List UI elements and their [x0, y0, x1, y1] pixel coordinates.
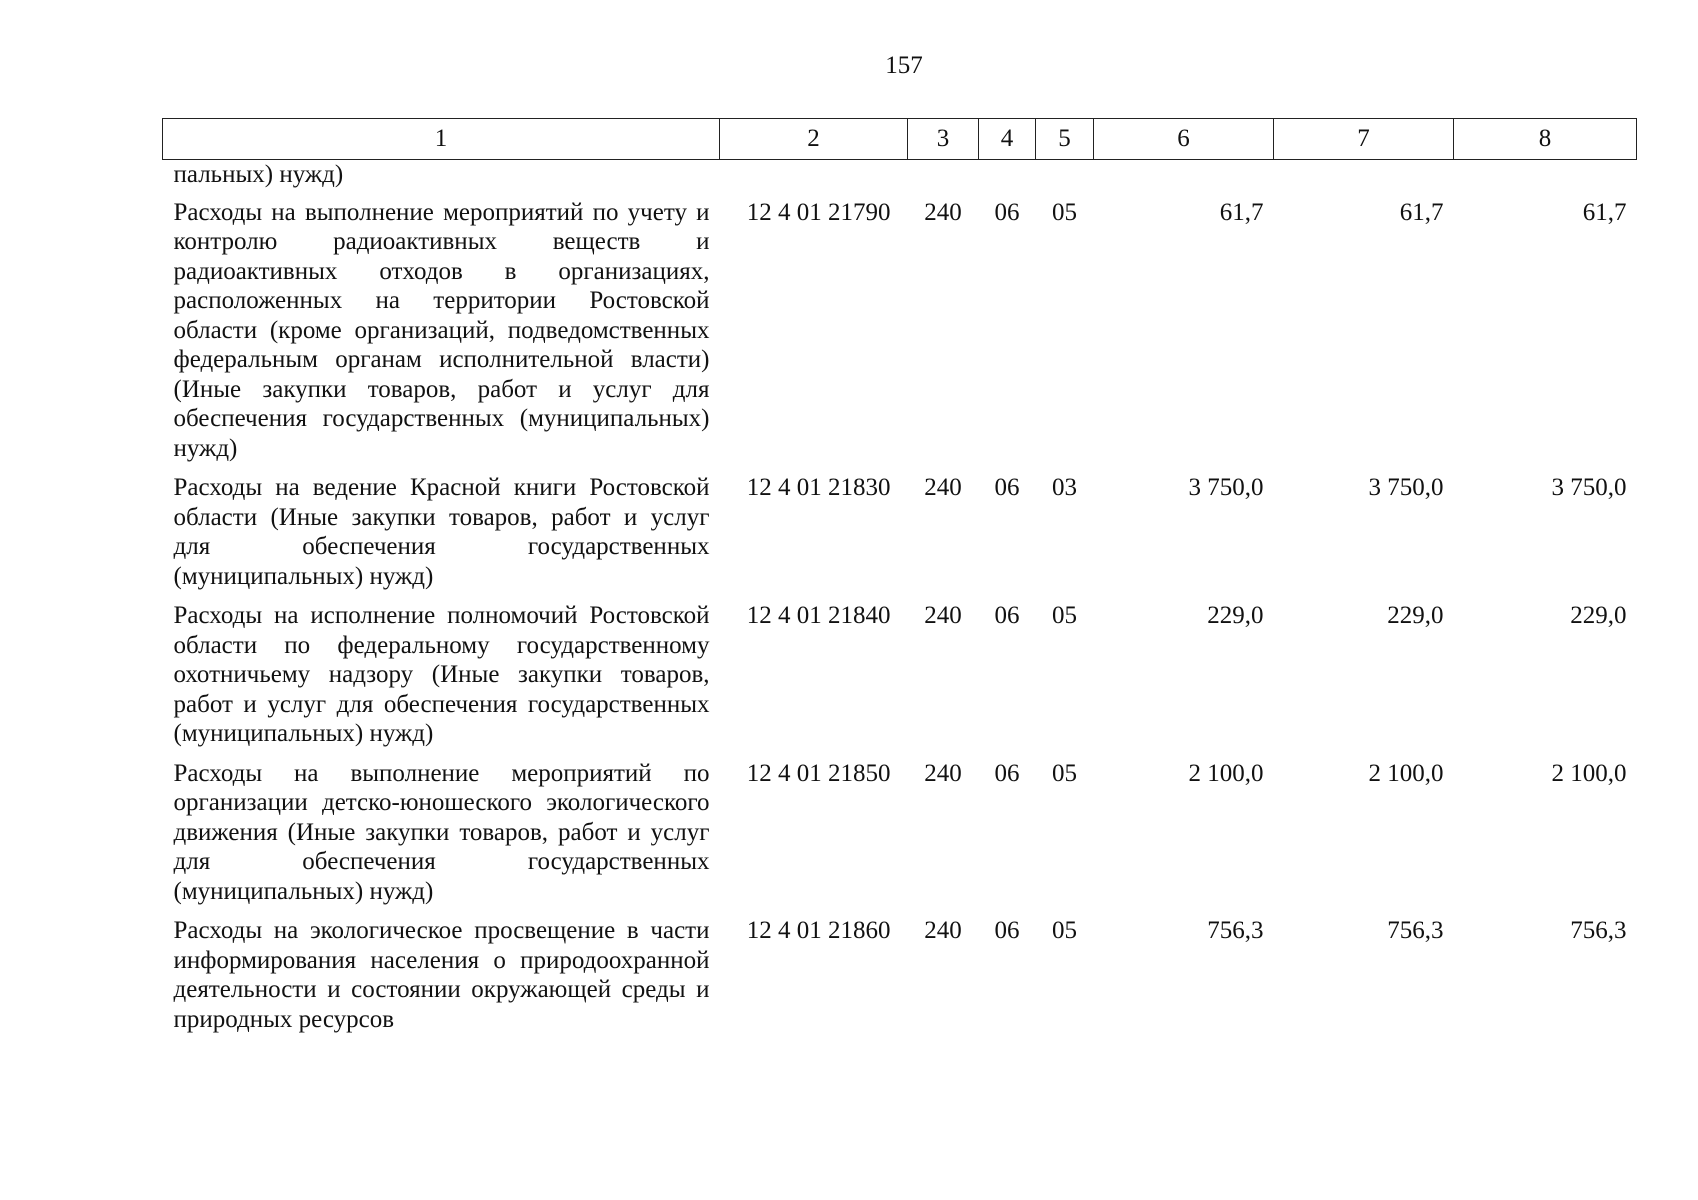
- row-value-col6: 3 750,0: [1188, 474, 1264, 501]
- row-expense-type: 240: [924, 759, 962, 787]
- row-value-col7: 61,7: [1399, 198, 1444, 226]
- row-description: Расходы на выполнение мероприятий по учету и контролю радиоактивных веществ и радиоактивных отходов в организациях, расположенных на территории Ростовской области (кроме организаций, подведомственных федеральным органам исполнительной власти) (Иные закупки товаров, работ и услуг для обеспечения государственных (муниципальных) нужд): [173, 198, 710, 462]
- budget-table: [162, 118, 1637, 1044]
- row-target-code: 12 4 01 21830: [746, 474, 891, 501]
- table-row: [163, 473, 1637, 601]
- table-row: [163, 198, 1637, 474]
- row-value-col7: 756,3: [1387, 917, 1444, 944]
- row-value-col6: 61,7: [1219, 198, 1264, 226]
- row-description: Расходы на исполнение полномочий Ростовской области по федеральному государственному охотничьему надзору (Иные закупки товаров, работ и услуг для обеспечения государственных (муниципальных) нужд): [173, 602, 710, 747]
- row-section: 06: [994, 602, 1020, 629]
- row-subsection: 05: [1052, 602, 1077, 629]
- page-number: 157: [885, 52, 923, 79]
- row-value-col6: 229,0: [1207, 602, 1264, 629]
- header-col-6: 6: [1094, 119, 1274, 160]
- continuation-text: пальных) нужд): [173, 161, 344, 188]
- row-value-col6: 756,3: [1207, 917, 1264, 944]
- row-expense-type: 240: [924, 198, 962, 226]
- row-target-code: 12 4 01 21840: [746, 602, 891, 629]
- row-subsection: 05: [1052, 917, 1077, 944]
- row-subsection: 05: [1052, 759, 1077, 787]
- row-value-col7: 3 750,0: [1368, 474, 1444, 501]
- header-col-3: 3: [908, 119, 979, 160]
- continuation-row: [163, 160, 1637, 198]
- row-expense-type: 240: [924, 602, 962, 629]
- row-subsection: 03: [1052, 474, 1077, 501]
- row-target-code: 12 4 01 21850: [746, 759, 891, 787]
- row-section: 06: [994, 474, 1020, 501]
- row-value-col8: 2 100,0: [1551, 759, 1627, 787]
- row-expense-type: 240: [924, 474, 962, 501]
- row-value-col7: 229,0: [1387, 602, 1444, 629]
- row-description: Расходы на ведение Красной книги Ростовской области (Иные закупки товаров, работ и услуг для обеспечения государственных (муниципальных) нужд): [173, 474, 710, 590]
- row-target-code: 12 4 01 21860: [746, 917, 891, 944]
- header-col-5: 5: [1036, 119, 1094, 160]
- row-expense-type: 240: [924, 917, 962, 944]
- table-row: [163, 759, 1637, 917]
- row-description: Расходы на экологическое просвещение в части информирования населения о природоохранной деятельности и состоянии окружающей среды и природных ресурсов: [173, 917, 710, 1033]
- header-col-8: 8: [1454, 119, 1637, 160]
- row-section: 06: [994, 198, 1020, 226]
- row-subsection: 05: [1052, 198, 1077, 226]
- header-col-4: 4: [979, 119, 1036, 160]
- header-col-1: 1: [163, 119, 720, 160]
- header-col-2: 2: [720, 119, 908, 160]
- row-description: Расходы на выполнение мероприятий по организации детско-юношеского экологического движения (Иные закупки товаров, работ и услуг для обеспечения государственных (муниципальных) нужд): [173, 759, 710, 905]
- table-row: [163, 601, 1637, 759]
- row-section: 06: [994, 759, 1020, 787]
- row-value-col6: 2 100,0: [1188, 759, 1264, 787]
- row-section: 06: [994, 917, 1020, 944]
- row-target-code: 12 4 01 21790: [746, 198, 891, 226]
- row-value-col8: 3 750,0: [1551, 474, 1627, 501]
- table-row: [163, 916, 1637, 1044]
- row-value-col7: 2 100,0: [1368, 759, 1444, 787]
- row-value-col8: 756,3: [1570, 917, 1627, 944]
- header-row: [163, 119, 1637, 160]
- header-col-7: 7: [1274, 119, 1454, 160]
- row-value-col8: 61,7: [1582, 198, 1627, 226]
- row-value-col8: 229,0: [1570, 602, 1627, 629]
